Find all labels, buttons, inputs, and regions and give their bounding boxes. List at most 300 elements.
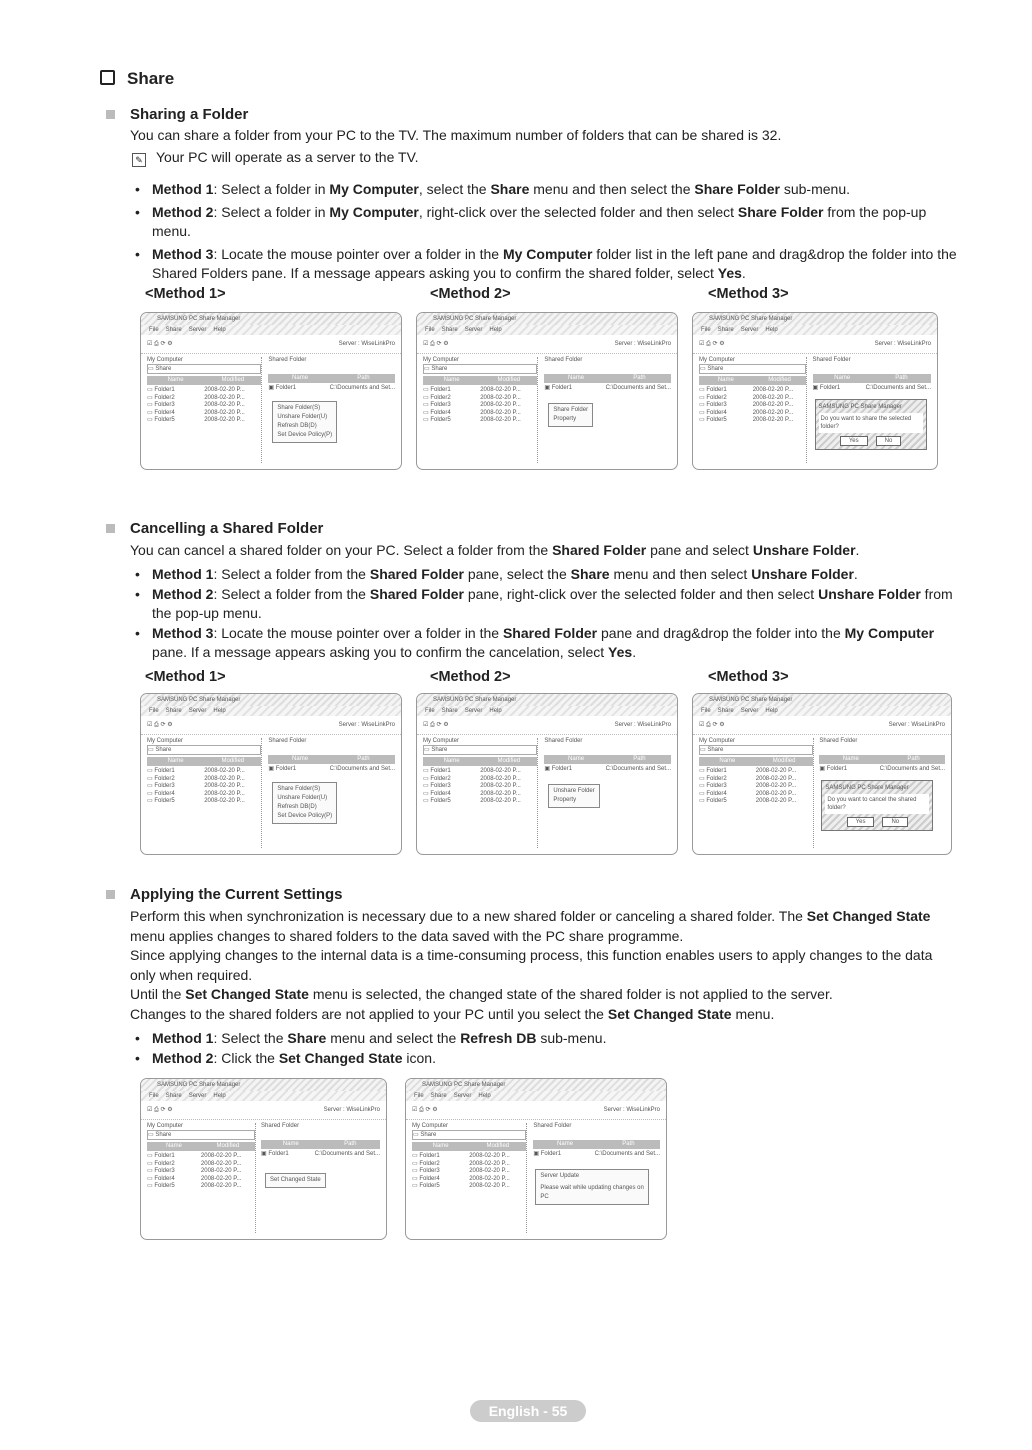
- menu-file[interactable]: File: [701, 327, 711, 333]
- menu-help[interactable]: Help: [489, 708, 502, 714]
- folder-row[interactable]: ▭ Folder1 2008-02-20 P...: [147, 1153, 255, 1161]
- server-select[interactable]: Server : WiseLinkPro: [323, 1107, 380, 1113]
- method-label: <Method 1>: [145, 286, 226, 302]
- shared-row[interactable]: ▣ Folder1 C:\Documents and Set...: [268, 766, 395, 772]
- server-select[interactable]: Server : WiseLinkPro: [614, 722, 671, 728]
- col-name[interactable]: Name: [719, 758, 736, 764]
- window-titlebar: SAMSUNG PC Share Manager: [141, 694, 401, 706]
- note-text: Your PC will operate as a server to the TV.: [156, 149, 419, 165]
- dialog-title: SAMSUNG PC Share Manager: [825, 785, 909, 791]
- text-run: You can cancel a shared folder on your PC. Select a folder from the: [130, 542, 553, 558]
- folder-row[interactable]: ▭ Folder3 2008-02-20 P...: [147, 1168, 255, 1176]
- shared-header: [268, 755, 395, 764]
- folder-name: Folder4: [430, 790, 451, 797]
- shared-header: [533, 1140, 660, 1149]
- col-modified[interactable]: Modified: [216, 1143, 240, 1149]
- col-path[interactable]: Path: [357, 375, 370, 381]
- menu-file[interactable]: File: [425, 708, 435, 714]
- section-title-text: Share: [127, 69, 175, 88]
- menu-item[interactable]: Set Device Policy(P): [277, 813, 333, 819]
- confirm-dialog: [815, 399, 927, 450]
- text-run: Method 3: [152, 624, 214, 641]
- shared-header: [819, 755, 945, 764]
- method-label: <Method 2>: [430, 669, 511, 685]
- folder-row[interactable]: ▭ Folder3 2008-02-20 P...: [423, 783, 537, 791]
- method-label: <Method 3>: [708, 669, 789, 685]
- my-computer-pane: [412, 1123, 527, 1233]
- text-run: : Select a folder in: [213, 203, 330, 220]
- col-name[interactable]: Name: [842, 756, 859, 762]
- yes-button[interactable]: Yes: [840, 436, 868, 446]
- no-button[interactable]: No: [876, 436, 902, 446]
- menu-share[interactable]: Share: [165, 1093, 182, 1099]
- window-titlebar: SAMSUNG PC Share Manager: [417, 694, 677, 706]
- folder-name: Folder1: [826, 766, 848, 772]
- menu-file[interactable]: File: [149, 327, 159, 333]
- folder-row[interactable]: ▭ Folder4 2008-02-20 P...: [147, 1176, 255, 1184]
- menu-bar: [693, 325, 937, 335]
- paragraph: You can share a folder from your PC to the TV. The maximum number of folders that can be shared is 32.: [130, 127, 782, 143]
- folder-name: Folder3: [154, 1168, 175, 1174]
- shared-folder-pane: [813, 357, 931, 463]
- text-run: menu is selected, the changed state of the shared folder is not applied to the server.: [308, 986, 833, 1002]
- toolbar-icons[interactable]: ☑ ⎙ ⟳ ⚙: [147, 341, 173, 347]
- text-run: Shared Folder: [369, 585, 464, 602]
- context-item[interactable]: Share Folder: [553, 407, 589, 413]
- folder-row[interactable]: ▭ Folder2 2008-02-20 P...: [147, 395, 261, 403]
- folder-name: Folder4: [154, 1175, 175, 1182]
- text-run: : Select a folder from the: [213, 585, 370, 602]
- context-item[interactable]: Property: [553, 797, 577, 803]
- bullet-item: [135, 203, 965, 242]
- menu-server[interactable]: Server: [188, 708, 207, 714]
- path-dropdown[interactable]: ▭ Share: [147, 745, 261, 755]
- shared-row[interactable]: ▣ Folder1 C:\Documents and Set...: [544, 385, 671, 391]
- shared-row[interactable]: ▣ Folder1 C:\Documents and Set...: [819, 766, 945, 772]
- toolbar-icons[interactable]: ☑ ⎙ ⟳ ⚙: [699, 341, 725, 347]
- text-run: menu applies changes to shared folders to the data saved with the PC share programme.: [130, 927, 684, 944]
- menu-item[interactable]: Set Device Policy(P): [277, 432, 333, 438]
- menu-server[interactable]: Server: [464, 708, 483, 714]
- text-run: : Click the: [213, 1049, 279, 1066]
- folder-row[interactable]: ▭ Folder1 2008-02-20 P...: [423, 387, 537, 395]
- col-name[interactable]: Name: [568, 756, 585, 762]
- col-name[interactable]: Name: [557, 1141, 574, 1147]
- menu-item[interactable]: Refresh DB(D): [277, 423, 317, 429]
- col-name[interactable]: Name: [432, 1143, 449, 1149]
- col-modified[interactable]: Modified: [768, 377, 791, 383]
- list-header: [147, 1142, 255, 1151]
- text-run: from the pop-up menu.: [152, 203, 927, 239]
- col-modified[interactable]: Modified: [497, 377, 521, 383]
- square-bullet-icon: [106, 524, 115, 533]
- menu-item[interactable]: Unshare Folder(U): [277, 795, 328, 801]
- server-select[interactable]: Server : WiseLinkPro: [338, 341, 395, 347]
- menu-share[interactable]: Share: [441, 708, 458, 714]
- bullet-list: [135, 565, 965, 663]
- toolbar: [141, 716, 401, 735]
- text-run: Yes: [608, 644, 633, 660]
- menu-server[interactable]: Server: [740, 708, 759, 714]
- shared-row[interactable]: ▣ Folder1 C:\Documents and Set...: [544, 766, 671, 772]
- shared-row[interactable]: ▣ Folder1 C:\Documents and Set...: [533, 1151, 660, 1157]
- menu-server[interactable]: Server: [453, 1093, 472, 1099]
- shared-folder-label: Shared Folder: [812, 357, 851, 363]
- toolbar-icons[interactable]: ☑ ⎙ ⟳ ⚙: [423, 341, 449, 347]
- folder-name: Folder1: [154, 768, 175, 774]
- folder-name: Folder1: [154, 387, 175, 393]
- text-run: Unshare Folder: [752, 542, 856, 558]
- col-modified[interactable]: Modified: [221, 758, 245, 764]
- col-name[interactable]: Name: [443, 758, 460, 764]
- menu-help[interactable]: Help: [213, 708, 226, 714]
- text-run: Unshare Folder: [751, 566, 854, 582]
- shared-folder-pane: [819, 738, 945, 848]
- app-screenshot: [140, 1078, 387, 1240]
- text-run: menu.: [731, 1005, 775, 1022]
- menu-server[interactable]: Server: [188, 1093, 207, 1099]
- server-select[interactable]: Server : WiseLinkPro: [888, 722, 945, 728]
- folder-row[interactable]: ▭ Folder2 2008-02-20 P...: [412, 1161, 526, 1169]
- menu-help[interactable]: Help: [489, 327, 502, 333]
- shared-row[interactable]: ▣ Folder1 C:\Documents and Set...: [812, 385, 931, 391]
- col-name[interactable]: Name: [443, 377, 460, 383]
- folder-row[interactable]: ▭ Folder4 2008-02-20 P...: [412, 1176, 526, 1184]
- text-run: Method 3: [152, 245, 214, 262]
- no-button[interactable]: No: [882, 817, 908, 827]
- my-computer-label: My Computer: [423, 738, 460, 744]
- folder-row[interactable]: ▭ Folder3 2008-02-20 P...: [147, 402, 261, 410]
- path-dropdown[interactable]: ▭ Share: [423, 364, 537, 374]
- text-run: My Computer: [844, 624, 935, 641]
- folder-name: Folder1: [551, 385, 573, 391]
- text-run: Share Folder: [737, 203, 824, 220]
- col-path[interactable]: Path: [633, 756, 646, 762]
- heading-text: Applying the Current Settings: [130, 886, 343, 903]
- menu-share[interactable]: Share: [717, 708, 734, 714]
- folder-name: Folder5: [706, 417, 727, 423]
- text-run: .: [855, 542, 860, 558]
- bullet-item: [135, 180, 965, 200]
- folder-row[interactable]: ▭ Folder4 2008-02-20 P...: [699, 410, 806, 418]
- context-item[interactable]: Unshare Folder: [553, 788, 595, 794]
- my-computer-pane: [423, 738, 538, 848]
- folder-row[interactable]: ▭ Folder5 2008-02-20 P...: [699, 798, 813, 806]
- folder-name: Folder4: [706, 409, 727, 416]
- col-path[interactable]: Path: [633, 375, 646, 381]
- app-screenshot: [140, 693, 402, 855]
- folder-date: 2008-02-20 P...: [200, 1183, 242, 1189]
- section-title: [100, 69, 174, 89]
- folder-name: Folder1: [430, 387, 451, 393]
- col-name[interactable]: Name: [165, 1143, 182, 1149]
- col-name[interactable]: Name: [167, 758, 184, 764]
- folder-date: 2008-02-20 P...: [200, 1153, 242, 1159]
- folder-name: Folder2: [154, 775, 175, 782]
- folder-date: 2008-02-20 P...: [200, 1160, 242, 1167]
- folder-date: 2008-02-20 P...: [480, 798, 521, 804]
- folder-name: Folder5: [706, 798, 727, 804]
- text-run: Share Folder: [694, 181, 780, 197]
- folder-row[interactable]: ▭ Folder3 2008-02-20 P...: [412, 1168, 526, 1176]
- path-text: Share: [431, 366, 448, 372]
- bullet-item: [135, 624, 965, 663]
- folder-name: Folder3: [430, 402, 451, 408]
- folder-path: C:\Documents and Set...: [605, 385, 671, 391]
- list-header: [412, 1142, 526, 1151]
- path-dropdown[interactable]: ▭ Share: [423, 745, 537, 755]
- window-titlebar: SAMSUNG PC Share Manager: [406, 1079, 666, 1091]
- confirm-dialog: [821, 780, 933, 831]
- folder-name: Folder3: [430, 783, 451, 789]
- text-run: : Locate the mouse pointer over a folder in the: [213, 245, 503, 262]
- folder-date: 2008-02-20 P...: [480, 387, 521, 393]
- heading-text: Sharing a Folder: [130, 106, 249, 123]
- folder-row[interactable]: ▭ Folder4 2008-02-20 P...: [423, 791, 537, 799]
- text-run: pane and select: [646, 542, 753, 558]
- folder-row[interactable]: ▭ Folder1 2008-02-20 P...: [147, 768, 261, 776]
- folder-name: Folder3: [706, 402, 727, 408]
- menu-share[interactable]: Share: [430, 1093, 447, 1099]
- folder-name: Folder2: [430, 394, 451, 401]
- col-name[interactable]: Name: [834, 375, 851, 381]
- menu-help[interactable]: Help: [213, 327, 226, 333]
- folder-row[interactable]: ▭ Folder1 2008-02-20 P...: [699, 387, 806, 395]
- col-name[interactable]: Name: [292, 375, 309, 381]
- folder-name: Folder1: [268, 1151, 289, 1157]
- folder-date: 2008-02-20 P...: [480, 775, 521, 782]
- folder-name: Folder1: [154, 1153, 175, 1159]
- folder-name: Folder3: [154, 783, 175, 789]
- app-screenshot: [416, 693, 678, 855]
- menu-item[interactable]: Unshare Folder(U): [277, 414, 328, 420]
- folder-row[interactable]: ▭ Folder5 2008-02-20 P...: [423, 417, 537, 425]
- col-name[interactable]: Name: [167, 377, 184, 383]
- window-titlebar: SAMSUNG PC Share Manager: [141, 1079, 386, 1091]
- shared-header: [268, 374, 395, 383]
- col-name[interactable]: Name: [282, 1141, 299, 1147]
- server-select[interactable]: Server : WiseLinkPro: [338, 722, 395, 728]
- folder-row[interactable]: ▭ Folder2 2008-02-20 P...: [423, 776, 537, 784]
- text-run: menu and select the: [326, 1030, 461, 1046]
- shared-header: [544, 374, 671, 383]
- server-select[interactable]: Server : WiseLinkPro: [874, 341, 931, 347]
- folder-date: 2008-02-20 P...: [480, 394, 521, 401]
- yes-button[interactable]: Yes: [847, 817, 875, 827]
- text-run: .: [741, 265, 746, 281]
- my-computer-pane: [699, 357, 807, 463]
- col-name[interactable]: Name: [568, 375, 585, 381]
- folder-date: 2008-02-20 P...: [469, 1153, 510, 1159]
- method-label: <Method 3>: [708, 286, 789, 302]
- menu-share[interactable]: Share: [717, 327, 734, 333]
- my-computer-label: My Computer: [147, 1123, 184, 1129]
- menu-help[interactable]: Help: [765, 327, 778, 333]
- menu-file[interactable]: File: [149, 1093, 159, 1099]
- menu-file[interactable]: File: [701, 708, 711, 714]
- text-run: Method 1: [152, 181, 214, 197]
- col-modified[interactable]: Modified: [221, 377, 245, 383]
- bullet-list: [135, 1029, 965, 1068]
- col-modified[interactable]: Modified: [486, 1143, 510, 1149]
- folder-row[interactable]: ▭ Folder3 2008-02-20 P...: [699, 783, 813, 791]
- folder-row[interactable]: ▭ Folder1 2008-02-20 P...: [423, 768, 537, 776]
- col-name[interactable]: Name: [292, 756, 309, 762]
- folder-name: Folder1: [706, 387, 727, 393]
- menu-server[interactable]: Server: [740, 327, 759, 333]
- text-run: Yes: [717, 265, 742, 281]
- text-run: sub-menu.: [779, 181, 851, 197]
- folder-name: Folder5: [154, 798, 175, 804]
- text-run: Set Changed State: [806, 908, 931, 924]
- folder-row[interactable]: ▭ Folder2 2008-02-20 P...: [147, 1161, 255, 1169]
- folder-name: Folder1: [419, 1153, 440, 1159]
- menu-item[interactable]: Refresh DB(D): [277, 804, 317, 810]
- method-label: <Method 2>: [430, 286, 511, 302]
- menu-share[interactable]: Share: [165, 327, 182, 333]
- col-modified[interactable]: Modified: [772, 758, 796, 764]
- my-computer-label: My Computer: [699, 357, 736, 363]
- folder-date: 2008-02-20 P...: [204, 798, 245, 804]
- bullet-item: [135, 565, 965, 585]
- folder-row[interactable]: ▭ Folder4 2008-02-20 P...: [147, 791, 261, 799]
- menu-bar: [141, 706, 401, 716]
- menu-file[interactable]: File: [149, 708, 159, 714]
- my-computer-pane: [147, 357, 262, 463]
- bullet-item: [135, 245, 965, 284]
- folder-row[interactable]: ▭ Folder2 2008-02-20 P...: [423, 395, 537, 403]
- folder-row[interactable]: ▭ Folder1 2008-02-20 P...: [412, 1153, 526, 1161]
- col-path[interactable]: Path: [622, 1141, 635, 1147]
- bullet-item: [135, 585, 965, 624]
- path-dropdown[interactable]: ▭ Share: [147, 1130, 255, 1140]
- server-update-dialog: [535, 1169, 649, 1205]
- toolbar-icons[interactable]: ☑ ⎙ ⟳ ⚙: [147, 722, 173, 728]
- folder-row[interactable]: ▭ Folder4 2008-02-20 P...: [147, 410, 261, 418]
- col-path[interactable]: Path: [895, 375, 908, 381]
- para-2: Since applying changes to the internal data is a time-consuming process, this function enables users to apply changes to the data only when required.: [130, 947, 933, 983]
- folder-name: Folder1: [540, 1151, 562, 1157]
- folder-row[interactable]: ▭ Folder4 2008-02-20 P...: [423, 410, 537, 418]
- menu-share[interactable]: Share: [441, 327, 458, 333]
- folder-row[interactable]: ▭ Folder5 2008-02-20 P...: [699, 417, 806, 425]
- text-run: Share: [490, 181, 530, 197]
- text-run: Share: [570, 566, 610, 582]
- checkbox-bullet-icon: [100, 70, 115, 85]
- path-dropdown[interactable]: ▭ Share: [147, 364, 261, 374]
- menu-item[interactable]: Share Folder(S): [277, 786, 321, 792]
- menu-bar: [141, 325, 401, 335]
- folder-name: Folder5: [430, 798, 451, 804]
- app-screenshot: [692, 693, 952, 855]
- folder-row[interactable]: ▭ Folder5 2008-02-20 P...: [147, 1183, 255, 1191]
- text-run: , select the: [418, 181, 491, 197]
- col-name[interactable]: Name: [717, 377, 734, 383]
- folder-name: Folder4: [154, 409, 175, 416]
- folder-row[interactable]: ▭ Folder1 2008-02-20 P...: [147, 387, 261, 395]
- menu-share[interactable]: Share: [165, 708, 182, 714]
- menu-bar: [406, 1091, 666, 1101]
- shared-row[interactable]: ▣ Folder1 C:\Documents and Set...: [268, 385, 395, 391]
- folder-name: Folder2: [430, 775, 451, 782]
- menu-file[interactable]: File: [425, 327, 435, 333]
- shared-row[interactable]: ▣ Folder1 C:\Documents and Set...: [261, 1151, 380, 1157]
- folder-row[interactable]: ▭ Folder3 2008-02-20 P...: [423, 402, 537, 410]
- path-dropdown[interactable]: ▭ Share: [412, 1130, 526, 1140]
- toolbar-icons[interactable]: ☑ ⎙ ⟳ ⚙: [147, 1107, 173, 1113]
- shared-folder-label: Shared Folder: [268, 738, 307, 744]
- folder-row[interactable]: ▭ Folder2 2008-02-20 P...: [147, 776, 261, 784]
- server-select[interactable]: Server : WiseLinkPro: [603, 1107, 660, 1113]
- folder-row[interactable]: ▭ Folder5 2008-02-20 P...: [147, 798, 261, 806]
- folder-row[interactable]: ▭ Folder5 2008-02-20 P...: [412, 1183, 526, 1191]
- folder-date: 2008-02-20 P...: [480, 417, 521, 423]
- toolbar-icons[interactable]: ☑ ⎙ ⟳ ⚙: [412, 1107, 438, 1113]
- folder-row[interactable]: ▭ Folder5 2008-02-20 P...: [423, 798, 537, 806]
- text-run: pane, right-click over the selected folder and then select: [464, 585, 819, 602]
- menu-help[interactable]: Help: [213, 1093, 226, 1099]
- text-run: Share: [287, 1030, 327, 1046]
- menu-file[interactable]: File: [414, 1093, 424, 1099]
- toolbar-icons[interactable]: ☑ ⎙ ⟳ ⚙: [423, 722, 449, 728]
- folder-date: 2008-02-20 P...: [204, 387, 245, 393]
- folder-row[interactable]: ▭ Folder2 2008-02-20 P...: [699, 395, 806, 403]
- my-computer-pane: [423, 357, 538, 463]
- path-text: Share: [420, 1132, 437, 1138]
- list-header: [699, 376, 806, 385]
- folder-date: 2008-02-20 P...: [480, 768, 521, 774]
- col-path[interactable]: Path: [907, 756, 920, 762]
- app-screenshot: [692, 312, 938, 470]
- folder-date: 2008-02-20 P...: [204, 402, 245, 408]
- folder-row[interactable]: ▭ Folder3 2008-02-20 P...: [147, 783, 261, 791]
- folder-row[interactable]: ▭ Folder1 2008-02-20 P...: [699, 768, 813, 776]
- shared-folder-label: Shared Folder: [268, 357, 307, 363]
- path-text: Share: [431, 747, 448, 753]
- my-computer-label: My Computer: [423, 357, 460, 363]
- shared-folder-pane: [268, 357, 395, 463]
- menu-item[interactable]: Share Folder(S): [277, 405, 321, 411]
- path-dropdown[interactable]: ▭ Share: [699, 745, 813, 755]
- path-dropdown[interactable]: ▭ Share: [699, 364, 806, 374]
- menu-help[interactable]: Help: [478, 1093, 491, 1099]
- folder-row[interactable]: ▭ Folder4 2008-02-20 P...: [699, 791, 813, 799]
- shared-folder-label: Shared Folder: [261, 1123, 300, 1129]
- col-path[interactable]: Path: [357, 756, 370, 762]
- folder-date: 2008-02-20 P...: [480, 783, 521, 789]
- app-screenshot: [416, 312, 678, 470]
- folder-name: Folder2: [706, 775, 727, 782]
- folder-date: 2008-02-20 P...: [480, 790, 521, 797]
- context-item[interactable]: Property: [553, 416, 577, 422]
- toolbar-icons[interactable]: ☑ ⎙ ⟳ ⚙: [699, 722, 725, 728]
- col-path[interactable]: Path: [344, 1141, 357, 1147]
- bullet-list: [135, 180, 965, 287]
- menu-help[interactable]: Help: [765, 708, 778, 714]
- text-run: : Select a folder in: [213, 181, 330, 197]
- folder-date: 2008-02-20 P...: [755, 790, 797, 797]
- menu-server[interactable]: Server: [464, 327, 483, 333]
- folder-name: Folder3: [706, 783, 727, 789]
- server-select[interactable]: Server : WiseLinkPro: [614, 341, 671, 347]
- window-titlebar: SAMSUNG PC Share Manager: [693, 694, 951, 706]
- folder-row[interactable]: ▭ Folder2 2008-02-20 P...: [699, 776, 813, 784]
- col-modified[interactable]: Modified: [497, 758, 521, 764]
- folder-row[interactable]: ▭ Folder5 2008-02-20 P...: [147, 417, 261, 425]
- menu-server[interactable]: Server: [188, 327, 207, 333]
- folder-row[interactable]: ▭ Folder3 2008-02-20 P...: [699, 402, 806, 410]
- text-run: menu and then select the: [529, 181, 695, 197]
